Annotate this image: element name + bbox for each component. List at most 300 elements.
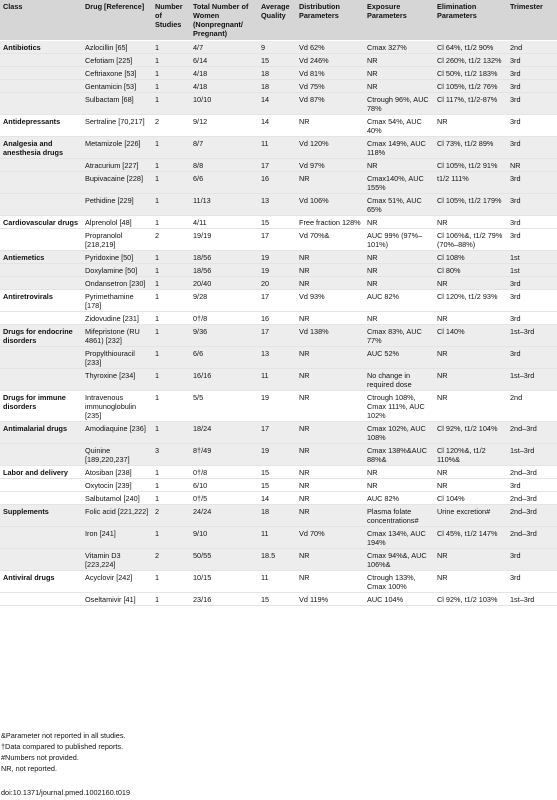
table-cell: 3rd [507,80,557,93]
table-cell: 2 [152,505,190,527]
footnote: &Parameter not reported in all studies. [1,731,126,740]
table-cell: 3rd [507,229,557,251]
table-cell: Ctrough 133%, Cmax 100% [364,571,434,593]
table-cell: 20 [258,277,296,290]
table-cell: 14 [258,492,296,505]
class-cell [0,67,82,80]
table-row [0,479,557,492]
drug-cell: Vitamin D3 [223,224] [82,549,152,571]
table-cell: 1 [152,159,190,172]
table-cell: NR [364,264,434,277]
table-cell: Cl 140% [434,325,507,347]
table-row [0,264,557,277]
table-cell: NR [434,312,507,325]
table-row [0,251,557,264]
table-cell: NR [296,466,364,479]
table-cell: 1 [152,527,190,549]
table-cell: 0†/8 [190,312,258,325]
drug-cell: Thyroxine [234] [82,369,152,391]
table-cell: 2nd–3rd [507,527,557,549]
table-cell: 13 [258,347,296,369]
drug-cell: Acyclovir [242] [82,571,152,593]
table-cell: 5/5 [190,391,258,422]
class-cell [0,264,82,277]
table-row [0,159,557,172]
table-cell: 1 [152,172,190,194]
class-cell: Labor and delivery [0,466,82,479]
table-cell: 3rd [507,172,557,194]
table-cell: 4/18 [190,67,258,80]
table-cell: 2 [152,115,190,137]
table-row [0,466,557,479]
table-cell: 18 [258,80,296,93]
table-cell: 1 [152,80,190,93]
table-cell: Urine excretion# [434,505,507,527]
table-row [0,444,557,466]
table-cell: 19 [258,391,296,422]
table-cell: NR [434,571,507,593]
table-cell: Cmax 51%, AUC 65% [364,194,434,216]
table-cell: 2nd–3rd [507,505,557,527]
table-cell: 18/24 [190,422,258,444]
table-cell: 2nd–3rd [507,492,557,505]
table-row [0,67,557,80]
drug-cell: Propranolol [218,219] [82,229,152,251]
table-cell: 11 [258,137,296,159]
table-cell: Vd 246% [296,54,364,67]
drug-cell: Sertraline [70,217] [82,115,152,137]
table-cell: 1st [507,251,557,264]
table-cell: Cl 117%, t1/2-87% [434,93,507,115]
table-cell: 1 [152,347,190,369]
table-cell: 4/18 [190,80,258,93]
table-cell: NR [296,505,364,527]
table-cell: 3rd [507,137,557,159]
table-cell: Vd 87% [296,93,364,115]
table-cell: 15 [258,466,296,479]
column-header: Drug [Reference] [82,0,152,41]
table-cell: NR [434,549,507,571]
table-cell: 1 [152,251,190,264]
table-cell: 3rd [507,115,557,137]
class-cell: Cardiovascular drugs [0,216,82,229]
table-cell: Vd 119% [296,593,364,606]
class-cell [0,492,82,505]
table-cell: 1 [152,492,190,505]
class-cell [0,80,82,93]
table-cell: 3rd [507,93,557,115]
drug-cell: Sulbactam [68] [82,93,152,115]
table-cell: 19 [258,264,296,277]
table-cell: t1/2 111% [434,172,507,194]
table-cell: 2nd [507,391,557,422]
drug-cell: Oseltamivir [41] [82,593,152,606]
table-cell: Vd 120% [296,137,364,159]
table-cell: Cmax140%, AUC 155% [364,172,434,194]
table-cell: 1 [152,571,190,593]
table-cell: NR [296,571,364,593]
table-row [0,41,557,54]
class-cell [0,172,82,194]
table-cell: NR [507,159,557,172]
table-cell: Cl 120%&, t1/2 110%& [434,444,507,466]
table-cell: 3rd [507,347,557,369]
table-cell: 18 [258,505,296,527]
table-cell: AUC 104% [364,593,434,606]
table-row [0,593,557,606]
table-cell: NR [296,444,364,466]
table-cell: Ctrough 96%, AUC 78% [364,93,434,115]
table-cell: 2nd–3rd [507,422,557,444]
class-cell [0,347,82,369]
table-row [0,290,557,312]
column-header: Exposure Parameters [364,0,434,41]
table-cell: 2nd [507,41,557,54]
table-cell: 24/24 [190,505,258,527]
table-cell: 20/40 [190,277,258,290]
table-cell: 17 [258,325,296,347]
table-cell: Ctrough 108%, Cmax 111%, AUC 102% [364,391,434,422]
table-cell: Vd 75% [296,80,364,93]
table-cell: Cl 105%, t1/2 91% [434,159,507,172]
table-cell: 11 [258,527,296,549]
table-cell: Vd 70% [296,527,364,549]
table-cell: 15 [258,54,296,67]
table-cell: 9 [258,41,296,54]
class-cell: Antibiotics [0,41,82,54]
drug-cell: Zidovudine [231] [82,312,152,325]
table-row [0,325,557,347]
table-cell: NR [296,347,364,369]
table-cell: 15 [258,593,296,606]
table-cell: 50/55 [190,549,258,571]
drug-cell: Atracurium [227] [82,159,152,172]
column-header: Elimination Parameters [434,0,507,41]
table-cell: NR [296,549,364,571]
table-cell: 1 [152,67,190,80]
column-header: Number of Studies [152,0,190,41]
table-cell: NR [296,422,364,444]
drug-cell: Ondansetron [230] [82,277,152,290]
class-cell: Antiemetics [0,251,82,264]
table-cell: 1 [152,422,190,444]
class-cell: Antiviral drugs [0,571,82,593]
table-cell: NR [434,277,507,290]
table-row [0,571,557,593]
table-cell: 9/28 [190,290,258,312]
table-cell: 1 [152,54,190,67]
table-cell: 1 [152,325,190,347]
class-cell [0,229,82,251]
class-cell: Analgesia and anesthesia drugs [0,137,82,159]
table-cell: 16 [258,172,296,194]
table-cell: 6/6 [190,347,258,369]
table-row [0,527,557,549]
table-cell: 3rd [507,479,557,492]
column-header: Trimester [507,0,557,41]
table-cell: Cl 50%, t1/2 183% [434,67,507,80]
table-cell: Cl 73%, t1/2 89% [434,137,507,159]
table-cell: NR [296,312,364,325]
table-cell: NR [296,391,364,422]
table-cell: Cl 64%, t1/2 90% [434,41,507,54]
table-cell: 13 [258,194,296,216]
table-cell: Cl 105%, t1/2 179% [434,194,507,216]
column-header: Average Quality [258,0,296,41]
table-cell: 19/19 [190,229,258,251]
table-cell: Vd 62% [296,41,364,54]
class-cell: Drugs for endocrine disorders [0,325,82,347]
table-row [0,277,557,290]
table-cell: NR [364,67,434,80]
table-cell: Plasma folate concentrations# [364,505,434,527]
table-cell: 2 [152,549,190,571]
table-row [0,347,557,369]
table-cell: 14 [258,115,296,137]
table-cell: 3rd [507,67,557,80]
table-cell: 1 [152,93,190,115]
drug-cell: Doxylamine [50] [82,264,152,277]
table-row [0,216,557,229]
drug-cell: Amodiaquine [236] [82,422,152,444]
table-cell: Free fraction 128% [296,216,364,229]
table-cell: NR [364,159,434,172]
table-cell: Cl 108% [434,251,507,264]
class-cell [0,312,82,325]
table-cell: NR [364,466,434,479]
table-cell: Cmax 83%, AUC 77% [364,325,434,347]
table-cell: 18/56 [190,264,258,277]
table-cell: NR [364,312,434,325]
table-cell: 1 [152,41,190,54]
table-cell: Cl 80% [434,264,507,277]
table-cell: Vd 70%& [296,229,364,251]
table-cell: 18 [258,67,296,80]
table-row [0,80,557,93]
drug-cell: Salbutamol [240] [82,492,152,505]
footnote: NR, not reported. [1,764,57,773]
drug-cell: Alprenolol [48] [82,216,152,229]
table-cell: 9/10 [190,527,258,549]
drug-cell: Azlocillin [65] [82,41,152,54]
table-cell: 14 [258,93,296,115]
drug-cell: Propylthiouracil [233] [82,347,152,369]
table-cell: 1 [152,312,190,325]
table-cell: No change in required dose [364,369,434,391]
table-cell: 3rd [507,216,557,229]
drug-cell: Ceftriaxone [53] [82,67,152,80]
table-cell: Cl 106%&, t1/2 79% (70%–88%) [434,229,507,251]
class-cell [0,277,82,290]
table-cell: 17 [258,422,296,444]
table-cell: NR [296,277,364,290]
table-cell: 19 [258,444,296,466]
table-row [0,194,557,216]
drug-cell: Gentamicin [53] [82,80,152,93]
table-cell: 3rd [507,54,557,67]
class-cell [0,549,82,571]
table-cell: Cl 260%, t1/2 132% [434,54,507,67]
table-cell: 8/7 [190,137,258,159]
table-row [0,54,557,67]
table-row [0,505,557,527]
drug-cell: Pethidine [229] [82,194,152,216]
table-cell: NR [364,277,434,290]
table-header-row [0,0,557,41]
table-cell: NR [364,216,434,229]
table-cell: NR [364,80,434,93]
table-cell: Cl 92%, t1/2 103% [434,593,507,606]
table-cell: 3rd [507,290,557,312]
table-cell: 1 [152,277,190,290]
table-cell: 3rd [507,571,557,593]
table-cell: Cl 92%, t1/2 104% [434,422,507,444]
table-cell: 4/11 [190,216,258,229]
class-cell [0,54,82,67]
table-cell: Cmax 54%, AUC 40% [364,115,434,137]
table-cell: 4/7 [190,41,258,54]
table-cell: 0†/8 [190,466,258,479]
table-cell: 23/16 [190,593,258,606]
table-row [0,391,557,422]
table-cell: 6/6 [190,172,258,194]
class-cell: Antidepressants [0,115,82,137]
table-cell: 6/14 [190,54,258,67]
table-cell: Cmax 102%, AUC 108% [364,422,434,444]
table-row [0,115,557,137]
drug-cell: Iron [241] [82,527,152,549]
table-row [0,137,557,159]
table-cell: 3rd [507,194,557,216]
table-cell: 1 [152,391,190,422]
class-cell [0,194,82,216]
class-cell: Drugs for immune disorders [0,391,82,422]
table-cell: 11/13 [190,194,258,216]
table-row [0,93,557,115]
table-cell: 6/10 [190,479,258,492]
table-cell: Cmax 134%, AUC 194% [364,527,434,549]
table-cell: 1 [152,466,190,479]
drug-cell: Mifepristone (RU 4861) [232] [82,325,152,347]
table-cell: 15 [258,216,296,229]
table-cell: Cmax 149%, AUC 118% [364,137,434,159]
table-cell: Cl 45%, t1/2 147% [434,527,507,549]
drug-cell: Metamizole [226] [82,137,152,159]
table-cell: 1 [152,290,190,312]
table-cell: AUC 52% [364,347,434,369]
table-cell: AUC 82% [364,492,434,505]
table-cell: Vd 97% [296,159,364,172]
table-cell: 16 [258,312,296,325]
table-row [0,549,557,571]
table-cell: NR [296,115,364,137]
class-cell: Antimalarial drugs [0,422,82,444]
table-cell: NR [434,216,507,229]
table-row [0,172,557,194]
table-cell: NR [434,479,507,492]
doi-link[interactable]: doi:10.1371/journal.pmed.1002160.t019 [1,788,131,797]
class-cell [0,593,82,606]
table-cell: 1 [152,479,190,492]
footnotes [0,730,557,774]
table-cell: Cmax 94%&, AUC 106%& [364,549,434,571]
drug-cell: Pyrimethamine [178] [82,290,152,312]
table-row [0,369,557,391]
table-cell: NR [296,479,364,492]
table-cell: NR [434,391,507,422]
drug-cell: Cefotiam [225] [82,54,152,67]
column-header: Total Number of Women (Nonpregnant/ Pregnant) [190,0,258,41]
table-cell: 11 [258,369,296,391]
table-cell: NR [364,54,434,67]
table-cell: 1st–3rd [507,325,557,347]
table-cell: NR [434,466,507,479]
table-cell: 17 [258,229,296,251]
table-cell: Cl 104% [434,492,507,505]
table-cell: 15 [258,479,296,492]
table-cell: 18.5 [258,549,296,571]
table-cell: NR [296,369,364,391]
table-cell: 11 [258,571,296,593]
drug-cell: Bupivacaine [228] [82,172,152,194]
table-row [0,312,557,325]
class-cell [0,159,82,172]
table-cell: Cl 120%, t1/2 93% [434,290,507,312]
table-cell: NR [296,264,364,277]
table-cell: 10/10 [190,93,258,115]
table-cell: 19 [258,251,296,264]
table-cell: 1 [152,194,190,216]
table-cell: 10/15 [190,571,258,593]
table-cell: 17 [258,290,296,312]
table-cell: NR [296,172,364,194]
table-cell: Cmax 138%&AUC 88%& [364,444,434,466]
table-cell: Vd 106% [296,194,364,216]
table-cell: 1 [152,369,190,391]
table-cell: NR [296,492,364,505]
table-cell: NR [364,251,434,264]
drug-cell: Oxytocin [239] [82,479,152,492]
table-cell: 3 [152,444,190,466]
class-cell [0,369,82,391]
table-cell: 1st–3rd [507,369,557,391]
table-cell: 3rd [507,549,557,571]
table-cell: AUC 82% [364,290,434,312]
table-cell: 16/16 [190,369,258,391]
drug-cell: Quinine [189,220,237] [82,444,152,466]
table-cell: 1 [152,264,190,277]
table-cell: 18/56 [190,251,258,264]
footnote: #Numbers not provided. [1,753,79,762]
class-cell: Antiretrovirals [0,290,82,312]
table-cell: 1st–3rd [507,444,557,466]
table-cell: AUC 99% (97%–101%) [364,229,434,251]
table-row [0,492,557,505]
class-cell [0,444,82,466]
table-cell: 17 [258,159,296,172]
table-cell: 2nd–3rd [507,466,557,479]
table-cell: 1st–3rd [507,593,557,606]
class-cell [0,93,82,115]
table-cell: NR [434,369,507,391]
drug-cell: Atosiban [238] [82,466,152,479]
class-cell: Supplements [0,505,82,527]
table-cell: 1 [152,137,190,159]
table-cell: 8†/49 [190,444,258,466]
table-cell: 1 [152,593,190,606]
drug-cell: Intravenous immunoglobulin [235] [82,391,152,422]
table-cell: Vd 138% [296,325,364,347]
